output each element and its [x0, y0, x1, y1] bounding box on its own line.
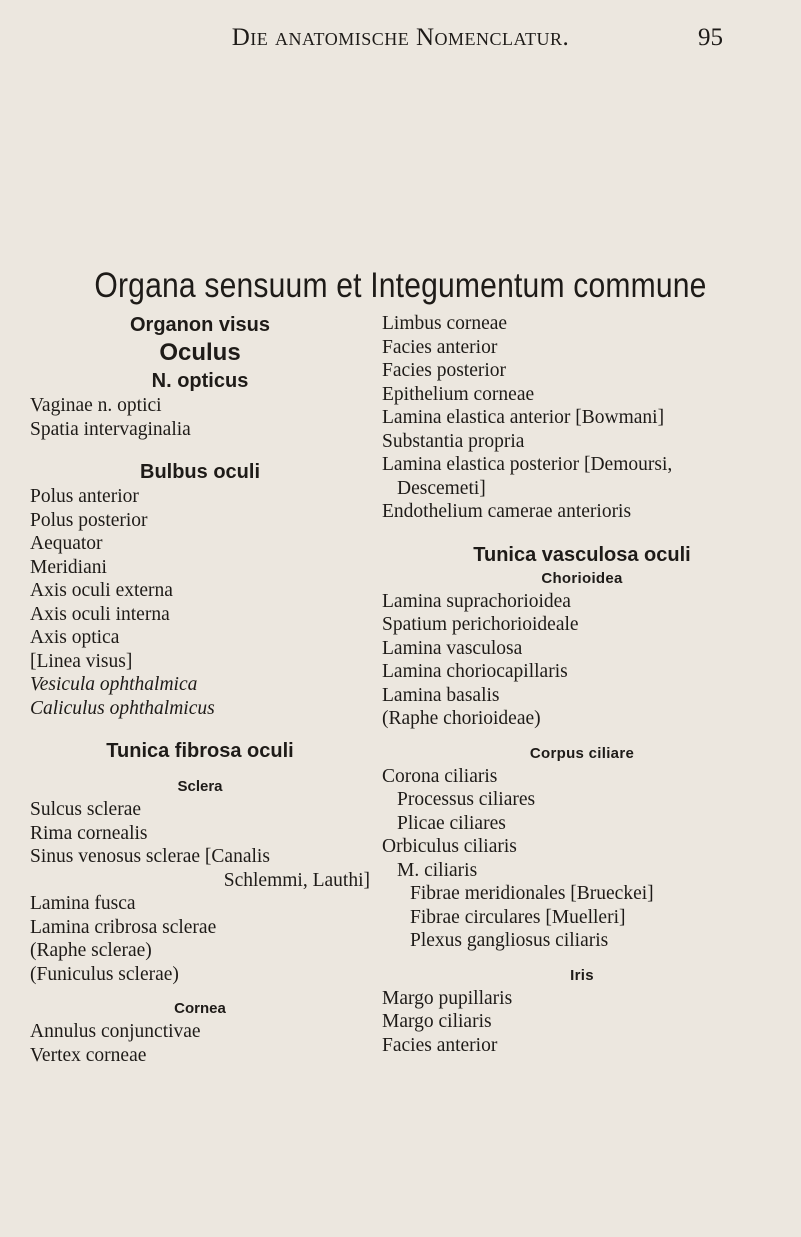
list-item: Vesicula ophthalmica: [30, 674, 198, 695]
list-item: Lamina elastica posterior [Demoursi,: [382, 454, 673, 475]
list-item: Spatia intervaginalia: [30, 418, 191, 440]
iris-heading: Iris: [570, 966, 594, 984]
cornea-heading: Cornea: [174, 1000, 226, 1017]
list-item-continuation: Schlemmi, Lauthi]: [223, 869, 370, 891]
list-item: M. ciliaris: [397, 859, 478, 881]
page-number: 95: [698, 24, 723, 51]
list-item: Processus ciliares: [397, 789, 536, 810]
list-item: (Raphe sclerae): [30, 940, 152, 961]
list-item: Facies anterior: [382, 1034, 498, 1056]
list-item: Axis oculi externa: [30, 580, 173, 601]
bulbus-heading: Bulbus oculi: [140, 461, 260, 483]
fibrosa-heading: Tunica fibrosa oculi: [106, 740, 294, 762]
list-item: Endothelium camerae anterioris: [382, 501, 632, 522]
vasculosa-heading: Tunica vasculosa oculi: [473, 543, 691, 566]
list-item: Fibrae circulares [Muelleri]: [410, 906, 626, 928]
list-item: Sinus venosus sclerae [Canalis: [30, 846, 270, 867]
list-item: Lamina elastica anterior [Bowmani]: [382, 407, 665, 428]
chorioidea-heading: Chorioidea: [541, 569, 623, 587]
list-item: Axis optica: [30, 627, 120, 648]
opticus-heading: N. opticus: [151, 370, 249, 392]
list-item: Aequator: [30, 533, 103, 554]
list-item: Substantia propria: [382, 430, 525, 452]
list-item: Fibrae meridionales [Brueckei]: [410, 883, 654, 904]
list-item: Plicae ciliares: [397, 812, 506, 834]
list-item: Lamina vasculosa: [382, 637, 523, 659]
page-title: Organa sensuum et Integumentum commune: [94, 266, 707, 305]
list-item: Spatium perichorioideale: [382, 614, 579, 635]
running-head-title: Die anatomische Nomenclatur.: [231, 24, 570, 51]
list-item-continuation: Descemeti]: [397, 477, 486, 499]
right-column: [382, 312, 782, 1057]
running-head: [0, 24, 801, 54]
organon-heading: Organon visus: [129, 314, 271, 336]
list-item: Meridiani: [30, 556, 107, 578]
list-item: Sulcus sclerae: [30, 799, 142, 820]
list-item: Caliculus ophthalmicus: [30, 697, 215, 719]
sclera-heading: Sclera: [177, 778, 223, 795]
list-item: Corona ciliaris: [382, 765, 498, 787]
list-item: Lamina suprachorioidea: [382, 590, 571, 612]
list-item: (Funiculus sclerae): [30, 963, 179, 985]
list-item: Polus posterior: [30, 509, 148, 531]
list-item: Lamina cribrosa sclerae: [30, 916, 217, 938]
list-item: Lamina fusca: [30, 893, 136, 914]
list-item: Axis oculi interna: [30, 603, 170, 625]
oculus-heading: Oculus: [159, 339, 241, 366]
list-item: Polus anterior: [30, 486, 139, 507]
list-item: Epithelium corneae: [382, 383, 535, 405]
list-item: Plexus gangliosus ciliaris: [410, 930, 609, 951]
list-item: Rima cornealis: [30, 822, 148, 844]
list-item: Lamina basalis: [382, 684, 500, 706]
list-item: (Raphe chorioideae): [382, 708, 541, 729]
list-item: Margo ciliaris: [382, 1011, 492, 1032]
list-item: Margo pupillaris: [382, 987, 513, 1009]
ciliare-heading: Corpus ciliare: [529, 744, 635, 762]
left-column: [30, 312, 370, 1067]
list-item: Facies posterior: [382, 360, 507, 381]
list-item: Lamina choriocapillaris: [382, 661, 568, 682]
list-item: Orbiculus ciliaris: [382, 836, 517, 857]
list-item: Facies anterior: [382, 336, 498, 358]
list-item: [Linea visus]: [30, 650, 133, 672]
list-item: Vaginae n. optici: [30, 395, 162, 416]
list-item: Vertex corneae: [30, 1044, 147, 1066]
list-item: Limbus corneae: [382, 313, 508, 334]
list-item: Annulus conjunctivae: [30, 1021, 201, 1042]
